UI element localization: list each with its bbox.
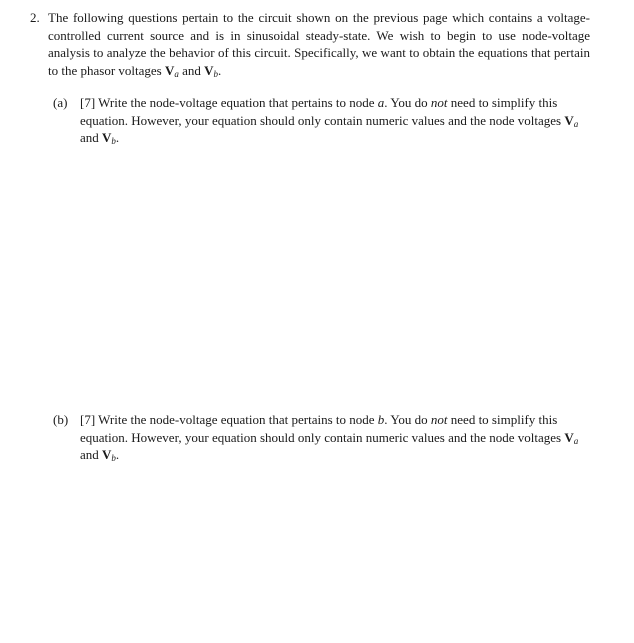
intro-and: and xyxy=(178,62,205,78)
intro-va-symbol: V xyxy=(164,62,175,78)
part-a-text-2: . You do xyxy=(384,95,431,110)
part-a-vb-subscript: b xyxy=(111,136,116,146)
intro-vb-subscript: b xyxy=(213,68,219,79)
part-b-node: b xyxy=(377,412,385,427)
part-a-body xyxy=(80,94,583,147)
part-b-label: (b) xyxy=(53,412,69,427)
part-a-label: (a) xyxy=(53,95,68,110)
part-b-points: [7] xyxy=(80,412,96,427)
part-a-period: . xyxy=(115,130,120,145)
part-a-va-subscript: a xyxy=(573,118,579,129)
part-a-va-symbol: V xyxy=(564,112,574,128)
part-a-points: [7] xyxy=(80,95,96,110)
part-b-body xyxy=(80,411,583,464)
part-b-text-1: Write the node-voltage equation that pertains to node xyxy=(95,412,378,427)
part-a-vb-symbol: V xyxy=(102,130,112,145)
part-b-va-symbol: V xyxy=(564,429,574,445)
part-b-vb-subscript: b xyxy=(111,453,116,463)
part-b xyxy=(53,411,583,464)
part-b-text-3: need to simplify this equation. However, your equation should only contain numeric values and the node voltages xyxy=(80,412,565,445)
problem-2 xyxy=(30,9,590,79)
problem-intro xyxy=(48,9,590,79)
part-a-text-1: Write the node-voltage equation that pertains to node xyxy=(95,95,378,110)
part-b-period: . xyxy=(115,447,120,462)
part-a-node: a xyxy=(377,95,385,110)
intro-va-subscript: a xyxy=(174,68,179,79)
part-a-emphasis: not xyxy=(430,95,448,110)
intro-text: The following questions pertain to the circuit shown on the previous page which contains a voltage-controlled current source and is in sinusoidal steady-state. We wish to begin to use node-voltage analysis to analyze the behavior of this circuit. Specifically, we want to obtain the equations that pertain to the phasor voltages xyxy=(48,10,590,78)
part-b-vb-symbol: V xyxy=(102,447,112,462)
part-b-text-2: . You do xyxy=(384,412,431,427)
part-a-text-3: need to simplify this equation. However, your equation should only contain numeric values and the node voltages xyxy=(80,95,565,128)
part-b-and: and xyxy=(80,447,103,462)
part-b-emphasis: not xyxy=(430,412,448,427)
problem-number: 2. xyxy=(30,10,40,25)
part-a-and: and xyxy=(80,130,103,145)
intro-period: . xyxy=(218,62,222,78)
part-a xyxy=(53,94,583,147)
intro-vb-symbol: V xyxy=(204,62,214,78)
part-b-va-subscript: a xyxy=(573,435,579,446)
